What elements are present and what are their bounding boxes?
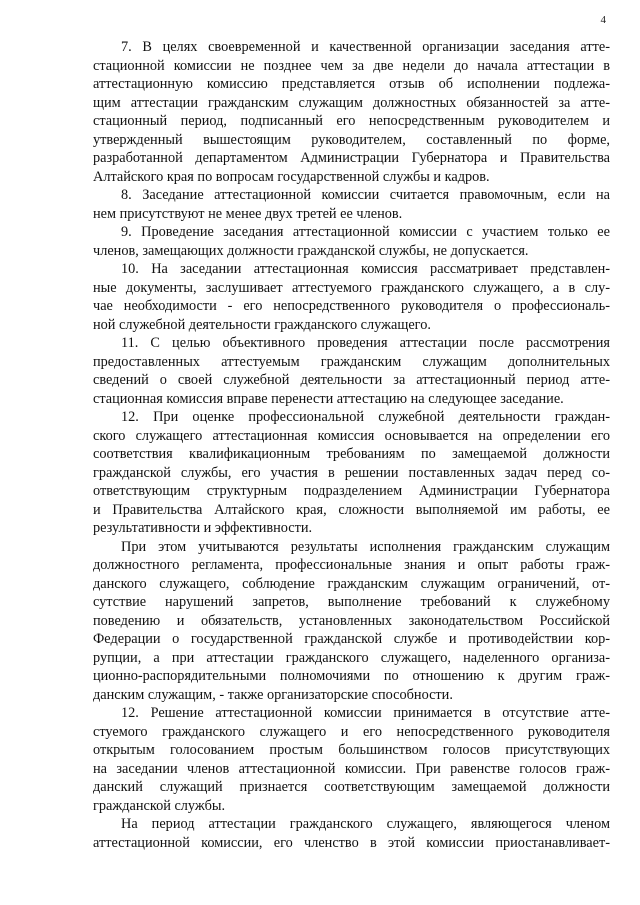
paragraph <box>93 815 610 852</box>
text-line: открытым голосованием простым большинством голосов присутствующих <box>93 742 610 758</box>
text-line: Алтайского края по вопросам государственной службы и кадров. <box>93 168 490 185</box>
paragraph <box>93 38 610 186</box>
text-line: нем присутствуют не менее двух третей ее членов. <box>93 205 403 222</box>
text-line: ответствующим структурным подразделением Администрации Губернатора <box>93 483 610 499</box>
text-line: должностного регламента, профессиональные знания и опыт работы граж- <box>93 557 610 573</box>
text-line: утвержденный вышестоящим руководителем, составленный по форме, <box>93 131 610 148</box>
text-line: 9. Проведение заседания аттестационной комиссии с участием только ее <box>121 224 610 240</box>
text-line: данским служащим, - также организаторские способности. <box>93 686 453 703</box>
text-line: и Правительства Алтайского края, сложности выполняемой им работы, ее <box>93 501 610 518</box>
paragraph <box>93 334 610 408</box>
text-line: ского служащего аттестационная комиссия основывается на определении его <box>93 427 610 444</box>
text-line: щим аттестации гражданским служащим должностных обязанностей за атте- <box>93 94 610 111</box>
text-line: гражданской службы. <box>93 797 226 814</box>
paragraph <box>93 704 610 815</box>
paragraph <box>93 186 610 223</box>
text-line: сведений о своей служебной деятельности за аттестационный период атте- <box>93 372 610 388</box>
text-line: стационная комиссия вправе перенести аттестацию на следующее заседание. <box>93 390 564 407</box>
text-line: 11. С целью объективного проведения аттестации после рассмотрения <box>121 335 610 351</box>
text-line: На период аттестации гражданского служащего, являющегося членом <box>121 816 610 832</box>
document-body <box>93 38 610 852</box>
text-line: 12. Решение аттестационной комиссии принимается в отсутствие атте- <box>121 705 610 721</box>
paragraph <box>93 260 610 334</box>
text-line: 7. В целях своевременной и качественной организации заседания атте- <box>121 39 610 55</box>
text-line: гражданской службы, его участия в решении поставленных задач перед со- <box>93 464 610 481</box>
text-line: чае необходимости - его непосредственного руководителя о профессиональ- <box>93 298 610 314</box>
text-line: 8. Заседание аттестационной комиссии считается правомочным, если на <box>121 187 610 203</box>
text-line: на заседании членов аттестационной комиссии. При равенстве голосов граж- <box>93 760 610 777</box>
page-number: 4 <box>600 14 606 26</box>
text-line: аттестационную комиссию представляется отзыв об исполнении подлежа- <box>93 76 610 92</box>
paragraph <box>93 223 610 260</box>
text-line: предоставленных аттестуемым гражданским служащим дополнительных <box>93 353 610 370</box>
text-line: стационной комиссии не позднее чем за две недели до начала аттестации в <box>93 57 610 74</box>
text-line: 10. На заседании аттестационная комиссия рассматривает представлен- <box>121 261 610 277</box>
paragraph <box>93 408 610 538</box>
text-line: стационный период, подписанный его непосредственным руководителем и <box>93 113 610 129</box>
text-line: ные документы, заслушивает аттестуемого гражданского служащего, а в слу- <box>93 279 610 296</box>
text-line: членов, замещающих должности гражданской службы, не допускается. <box>93 242 529 259</box>
text-line: Федерации о государственной гражданской службе и противодействии кор- <box>93 631 610 647</box>
text-line: ной служебной деятельности гражданского служащего. <box>93 316 431 333</box>
text-line: разработанной департаментом Администрации Губернатора и Правительства <box>93 150 610 166</box>
paragraph <box>93 538 610 705</box>
text-line: данский служащий признается соответствующим замещаемой должности <box>93 779 610 795</box>
text-line: стуемого гражданского служащего и его непосредственного руководителя <box>93 723 610 740</box>
text-line: 12. При оценке профессиональной служебной деятельности граждан- <box>121 409 610 425</box>
text-line: результативности и эффективности. <box>93 520 313 536</box>
text-line: сутствие нарушений запретов, выполнение требований к служебному <box>93 594 610 610</box>
text-line: данского служащего, соблюдение гражданским служащим ограничений, от- <box>93 575 610 592</box>
text-line: При этом учитываются результаты исполнения гражданским служащим <box>121 538 610 555</box>
text-line: соответствия квалификационным требованиям по замещаемой должности <box>93 446 610 462</box>
text-line: аттестационной комиссии, его членство в этой комиссии приостанавливает- <box>93 834 610 851</box>
text-line: рупции, а при аттестации гражданского служащего, наделенного организа- <box>93 649 610 666</box>
text-line: поведению и обязательств, установленных законодательством Российской <box>93 612 610 629</box>
text-line: ционно-распорядительными полномочиями по отношению к другим граж- <box>93 668 610 684</box>
